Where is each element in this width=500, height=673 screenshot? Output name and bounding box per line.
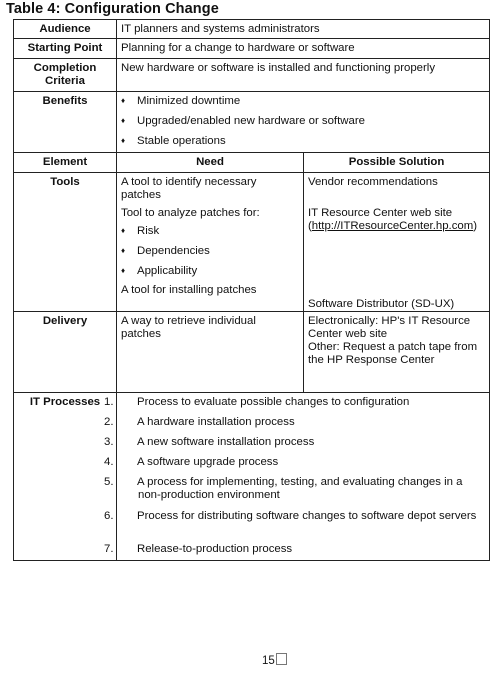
diamond-bullet-icon: ♦	[121, 96, 126, 105]
tools-install-solution: Software Distributor (SD-UX)	[308, 298, 455, 310]
itrc-link[interactable]: http://ITResourceCenter.hp.com	[311, 220, 474, 232]
process-item: 5. A process for implementing, testing, and evaluating changes in a non-production environment	[104, 476, 463, 501]
analyze-item: ♦ Dependencies	[121, 245, 210, 257]
benefit-item	[121, 94, 489, 114]
tools-solution-cell	[304, 173, 490, 312]
completion-criteria-value: New hardware or software is installed and functioning properly	[117, 59, 490, 92]
starting-point-label: Starting Point	[14, 39, 117, 59]
process-item: 4. A software upgrade process	[104, 456, 279, 468]
process-item: 3. A new software installation process	[104, 436, 315, 448]
diamond-bullet-icon: ♦	[121, 226, 126, 235]
benefits-row	[14, 92, 490, 153]
process-item: 1. Process to evaluate possible changes to configuration	[104, 396, 410, 408]
delivery-solution-cell	[304, 312, 490, 393]
tools-analyze-solution: IT Resource Center web site	[308, 207, 453, 219]
tools-analyze-need: Tool to analyze patches for:	[121, 207, 260, 219]
tools-need-cell	[117, 173, 304, 312]
column-header-element: Element	[14, 153, 117, 173]
completion-criteria-label: Completion Criteria	[14, 59, 117, 92]
starting-point-value: Planning for a change to hardware or software	[117, 39, 490, 59]
tools-install-need: A tool for installing patches	[121, 284, 257, 296]
benefit-item	[121, 114, 489, 134]
analyze-item: ♦ Risk	[121, 225, 160, 237]
tools-row	[14, 173, 490, 312]
it-processes-label: IT Processes	[14, 393, 117, 561]
benefit-item	[121, 134, 489, 152]
tools-identify-need: A tool to identify necessary patches	[121, 176, 257, 201]
column-header-solution: Possible Solution	[304, 153, 490, 173]
audience-row	[14, 20, 490, 39]
delivery-need: A way to retrieve individual patches	[117, 312, 304, 393]
column-header-need: Need	[117, 153, 304, 173]
it-processes-row	[14, 393, 490, 561]
benefit-text: Upgraded/enabled new hardware or software	[137, 115, 365, 127]
benefit-text: Minimized downtime	[137, 95, 241, 107]
diamond-bullet-icon: ♦	[121, 266, 126, 275]
starting-point-row	[14, 39, 490, 59]
tools-label: Tools	[14, 173, 117, 312]
completion-criteria-row	[14, 59, 490, 92]
column-header-row	[14, 153, 490, 173]
tools-identify-solution: Vendor recommendations	[308, 176, 438, 188]
page-number: 15	[262, 653, 287, 667]
process-item: 7. Release-to-production process	[104, 543, 293, 555]
process-item: 2. A hardware installation process	[104, 416, 295, 428]
diamond-bullet-icon: ♦	[121, 246, 126, 255]
benefit-text: Stable operations	[137, 135, 226, 147]
tools-analyze-link-line: (http://ITResourceCenter.hp.com)	[308, 220, 478, 232]
table-title: Table 4: Configuration Change	[6, 1, 219, 17]
analyze-item: ♦ Applicability	[121, 265, 198, 277]
it-processes-list	[104, 393, 490, 561]
audience-value: IT planners and systems administrators	[117, 20, 490, 39]
delivery-solution-other: Other: Request a patch tape from the HP Response Center	[308, 341, 478, 366]
delivery-row	[14, 312, 490, 393]
diamond-bullet-icon: ♦	[121, 116, 126, 125]
configuration-change-table	[13, 19, 490, 561]
audience-label: Audience	[14, 20, 117, 39]
page-box-icon	[276, 653, 287, 665]
benefits-label: Benefits	[14, 92, 117, 153]
benefits-list	[117, 92, 490, 153]
delivery-label: Delivery	[14, 312, 117, 393]
delivery-solution-electronic: Electronically: HP's IT Resource Center web site	[308, 315, 471, 340]
process-item: 6. Process for distributing software changes to software depot servers	[104, 510, 477, 522]
diamond-bullet-icon: ♦	[121, 136, 126, 145]
